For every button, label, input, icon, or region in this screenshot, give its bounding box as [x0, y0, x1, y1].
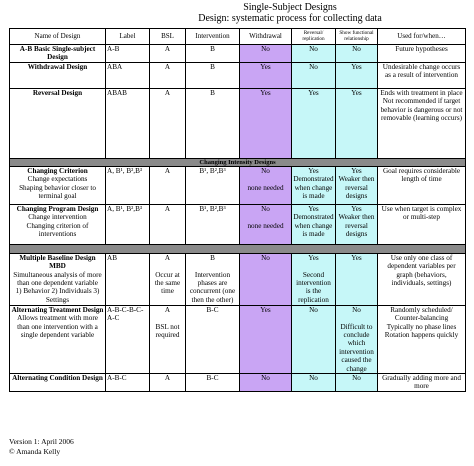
functional-cell: Yes [336, 62, 378, 88]
table-row [10, 204, 466, 244]
reversal-cell: Yes Demonstrated when change is made [292, 204, 336, 244]
used-cell: Undesirable change occurs as a result of intervention [378, 62, 466, 88]
label-cell: A-B-C [106, 374, 150, 392]
design-name-cell [10, 204, 106, 244]
reversal-cell: Yes [292, 88, 336, 158]
reversal-cell: Yes Demonstrated when change is made [292, 166, 336, 204]
functional-cell: Yes Weaker then reversal designs [336, 204, 378, 244]
functional-cell: No Difficult to conclude which intervention caused the change [336, 305, 378, 373]
table-row [10, 62, 466, 88]
label-cell: A-B-C-B-C-A-C [106, 305, 150, 373]
functional-cell: No [336, 374, 378, 392]
column-header: Intervention [186, 29, 240, 45]
reversal-cell: No [292, 45, 336, 63]
document-subtitle: Design: systematic process for collecting data [198, 13, 382, 24]
reversal-cell: No [292, 374, 336, 392]
withdrawal-cell: Yes [240, 62, 292, 88]
intervention-cell: B-C [186, 374, 240, 392]
withdrawal-cell: No none needed [240, 166, 292, 204]
bsl-cell: A BSL not required [150, 305, 186, 373]
used-cell: Gradually adding more and more [378, 374, 466, 392]
label-cell: A, B¹, B²,B³ [106, 204, 150, 244]
intervention-cell: B¹, B²,B³ [186, 166, 240, 204]
intervention-cell: B [186, 45, 240, 63]
footer-copyright: © Amanda Kelly [9, 447, 61, 456]
functional-cell: No [336, 45, 378, 63]
used-cell: Randomly scheduled/ Counter-balancing Typically no phase lines Rotation happens quickly [378, 305, 466, 373]
design-name: Withdrawal Design [27, 62, 88, 71]
functional-cell: Yes [336, 253, 378, 305]
design-name-cell [10, 62, 106, 88]
design-name: Changing Criterion [27, 166, 88, 175]
reversal-cell: No [292, 62, 336, 88]
used-cell: Use when target is complex or multi-step [378, 204, 466, 244]
column-header: Reversal/ replication [292, 29, 336, 45]
design-name: Alternating Treatment Design [11, 305, 104, 314]
bsl-cell: A [150, 45, 186, 63]
design-detail: Change expectations Shaping behavior closer to terminal goal [19, 175, 96, 201]
functional-cell: Yes Weaker then reversal designs [336, 166, 378, 204]
designs-table [9, 28, 466, 392]
design-name-cell [10, 88, 106, 158]
functional-cell: Yes [336, 88, 378, 158]
withdrawal-cell: No [240, 45, 292, 63]
column-header: Used for/when… [378, 29, 466, 45]
column-header: Label [106, 29, 150, 45]
bsl-cell: A [150, 204, 186, 244]
column-header: Withdrawal [240, 29, 292, 45]
section-divider [10, 244, 466, 253]
section-title: Changing Intensity Designs [10, 158, 466, 166]
section-band [10, 158, 466, 166]
design-name: Changing Program Design [16, 204, 99, 213]
document-title: Single-Subject Designs [243, 2, 337, 13]
bsl-cell: A [150, 166, 186, 204]
design-detail: Change intervention Changing criterion of interventions [26, 213, 89, 239]
design-name: Reversal Design [32, 88, 83, 97]
table-row [10, 253, 466, 305]
bsl-cell: A [150, 374, 186, 392]
design-name-cell [10, 253, 106, 305]
footer-version: Version 1: April 2006 [9, 437, 74, 446]
bsl-cell: A [150, 88, 186, 158]
table-row [10, 166, 466, 204]
withdrawal-cell: No [240, 374, 292, 392]
withdrawal-cell: No [240, 253, 292, 305]
label-cell: A-B [106, 45, 150, 63]
table-row [10, 305, 466, 373]
design-name: A-B Basic Single-subject Design [19, 45, 96, 62]
design-detail: Simultaneous analysis of more than one dependent variable 1) Behavior 2) Individuals 3) Settings [13, 270, 102, 304]
withdrawal-cell: Yes [240, 305, 292, 373]
table-row [10, 45, 466, 63]
bsl-cell: A [150, 62, 186, 88]
intervention-cell: B¹, B²,B³ [186, 204, 240, 244]
design-name-cell [10, 374, 106, 392]
label-cell: ABA [106, 62, 150, 88]
intervention-cell: B Intervention phases are concurrent (one then the other) [186, 253, 240, 305]
column-header: Show functional relationship [336, 29, 378, 45]
withdrawal-cell: No none needed [240, 204, 292, 244]
column-header: BSL [150, 29, 186, 45]
column-header: Name of Design [10, 29, 106, 45]
label-cell: A, B¹, B²,B³ [106, 166, 150, 204]
label-cell: ABAB [106, 88, 150, 158]
label-cell: AB [106, 253, 150, 305]
header-row [10, 29, 466, 45]
design-name-cell [10, 305, 106, 373]
design-detail: Allows treatment with more than one intervention with a single dependent variable [17, 314, 98, 340]
table-row [10, 374, 466, 392]
bsl-cell: A Occur at the same time [150, 253, 186, 305]
used-cell: Ends with treatment in place Not recommended if target behavior is dangerous or not removable (learning occurs) [378, 88, 466, 158]
reversal-cell: Yes Second intervention is the replication [292, 253, 336, 305]
table-row [10, 88, 466, 158]
design-name-cell [10, 166, 106, 204]
intervention-cell: B [186, 62, 240, 88]
design-name: Multiple Baseline Design MBD [19, 253, 96, 271]
design-name: Alternating Condition Design [12, 374, 103, 383]
used-cell: Future hypotheses [378, 45, 466, 63]
reversal-cell: No [292, 305, 336, 373]
withdrawal-cell: Yes [240, 88, 292, 158]
intervention-cell: B-C [186, 305, 240, 373]
used-cell: Use only one class of dependent variables per graph (behaviors, individuals, settings) [378, 253, 466, 305]
intervention-cell: B [186, 88, 240, 158]
used-cell: Goal requires considerable length of time [378, 166, 466, 204]
design-name-cell [10, 45, 106, 63]
